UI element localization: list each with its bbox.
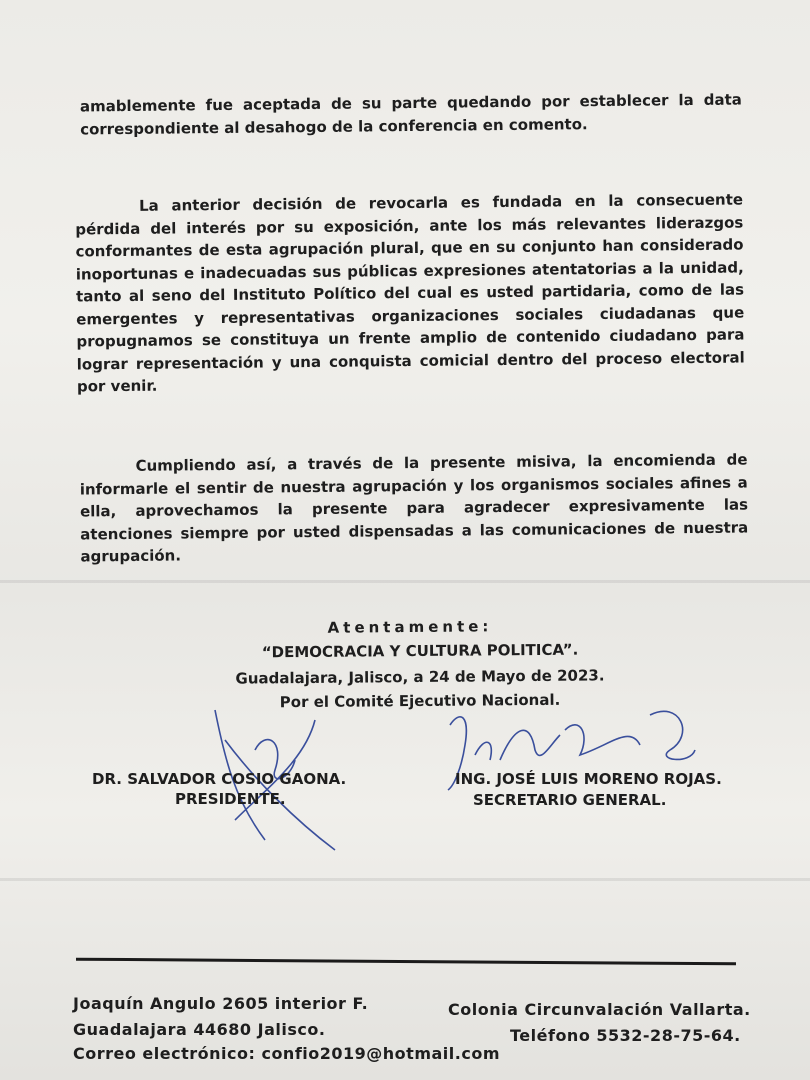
footer-address-line-2: Guadalajara 44680 Jalisco. <box>73 1020 326 1039</box>
footer-email: Correo electrónico: confio2019@hotmail.com <box>73 1044 500 1063</box>
footer-address-line-1: Joaquín Angulo 2605 interior F. <box>73 994 369 1013</box>
closing-motto: “DEMOCRACIA Y CULTURA POLITICA”. <box>261 640 579 662</box>
footer-colonia: Colonia Circunvalación Vallarta. <box>448 1000 751 1019</box>
president-title: PRESIDENTE. <box>175 790 286 808</box>
secretary-title: SECRETARIO GENERAL. <box>473 791 667 809</box>
body-paragraph-3: Cumpliendo así, a través de la presente misiva, la encomienda de informarle el sentir de nuestra agrupación y los organismos sociales afines a ella, aprovechamos la presente para agradecer expresivamente las atenciones siempre por usted dispensadas a las comunicaciones de nuestra agrupación. <box>79 450 749 566</box>
closing-salutation: Atentamente: <box>327 617 493 637</box>
closing-place-date: Guadalajara, Jalisco, a 24 de Mayo de 2023. <box>235 666 605 688</box>
body-paragraph-1: amablemente fue aceptada de su parte quedando por establecer la data correspondiente al desahogo de la conferencia en comento. <box>79 90 742 138</box>
president-name: DR. SALVADOR COSIO GAONA. <box>92 770 347 788</box>
footer-phone: Teléfono 5532-28-75-64. <box>510 1026 741 1045</box>
closing-committee: Por el Comité Ejecutivo Nacional. <box>279 690 561 712</box>
body-paragraph-2: La anterior decisión de revocarla es fundada en la consecuente pérdida del interés por su exposición, ante los más relevantes liderazgos conformantes de esta agrupación plural, que en su conjunto han considerado inoportunas e inadecuadas sus públicas expresiones atentatorias a la unidad, tanto al seno del Instituto Político del cual es usted partidaria, como de las emergentes y representativas organizaciones sociales ciudadanas que propugnamos se constituya un frente amplio de contenido ciudadano para lograr representación y una conquista comicial dentro del proceso electoral por venir. <box>75 190 745 396</box>
footer-divider <box>76 958 736 966</box>
secretary-name: ING. JOSÉ LUIS MORENO ROJAS. <box>455 770 722 788</box>
paper-fold <box>0 580 810 583</box>
paper-fold <box>0 878 810 881</box>
